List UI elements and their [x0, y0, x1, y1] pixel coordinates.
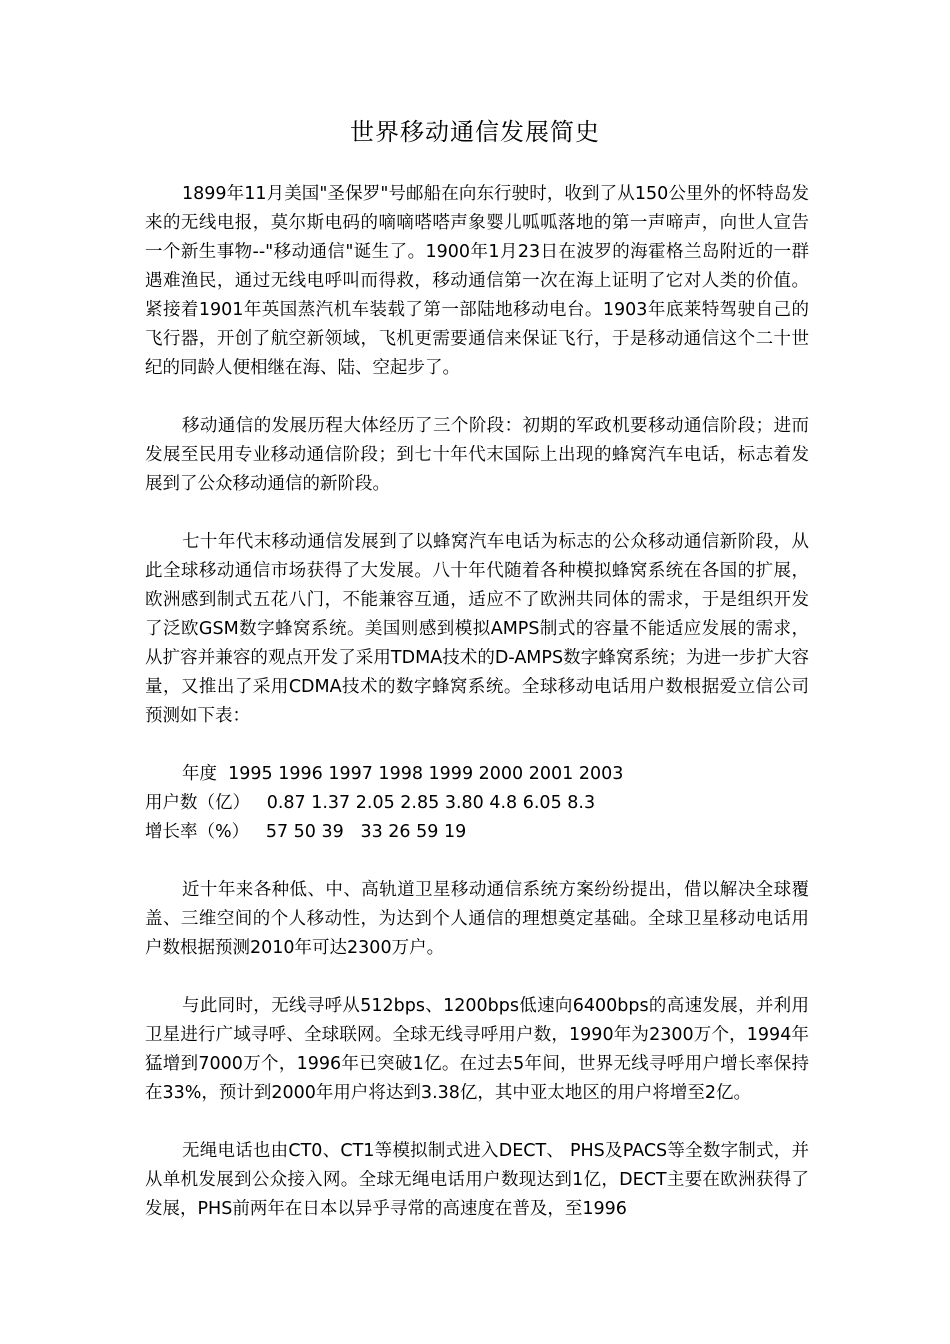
user-forecast-table	[145, 760, 809, 847]
table-row-users	[145, 789, 809, 818]
paragraph-2: 移动通信的发展历程大体经历了三个阶段：初期的军政机要移动通信阶段；进而发展至民用专业移动通信阶段；到七十年代末国际上出现的蜂窝汽车电话，标志着发展到了公众移动通信的新阶段。	[145, 416, 809, 494]
paragraph-6: 无绳电话也由CT0、CT1等模拟制式进入DECT、 PHS及PACS等全数字制式，并从单机发展到公众接入网。全球无绳电话用户数现达到1亿，DECT主要在欧洲获得了发展，PHS前两年在日本以异乎寻常的高速度在普及，至1996	[145, 1141, 809, 1219]
year-values: 1995 1996 1997 1998 1999 2000 2001 2003	[228, 764, 624, 784]
table-row-years	[145, 760, 809, 789]
growth-label: 增长率（%）	[145, 822, 250, 842]
growth-values: 57 50 39 33 26 59 19	[265, 822, 467, 842]
table-row-growth	[145, 818, 809, 847]
document-body	[145, 180, 809, 1224]
users-values: 0.87 1.37 2.05 2.85 3.80 4.8 6.05 8.3	[266, 793, 596, 813]
paragraph-1: 1899年11月美国"圣保罗"号邮船在向东行驶时，收到了从150公里外的怀特岛发来的无线电报，莫尔斯电码的嘀嘀嗒嗒声象婴儿呱呱落地的第一声啼声，向世人宣告一个新生事物--"移动通信"诞生了。1900年1月23日在波罗的海霍格兰岛附近的一群遇难渔民，通过无线电呼叫而得救，移动通信第一次在海上证明了它对人类的价值。紧接着1901年英国蒸汽机车装载了第一部陆地移动电台。1903年底莱特驾驶自己的飞行器，开创了航空新领域，飞机更需要通信来保证飞行，于是移动通信这个二十世纪的同龄人便相继在海、陆、空起步了。	[145, 184, 809, 378]
paragraph-3: 七十年代末移动通信发展到了以蜂窝汽车电话为标志的公众移动通信新阶段，从此全球移动通信市场获得了大发展。八十年代随着各种模拟蜂窝系统在各国的扩展，欧洲感到制式五花八门，不能兼容互通，适应不了欧洲共同体的需求，于是组织开发了泛欧GSM数字蜂窝系统。美国则感到模拟AMPS制式的容量不能适应发展的需求，从扩容并兼容的观点开发了采用TDMA技术的D-AMPS数字蜂窝系统；为进一步扩大容量，又推出了采用CDMA技术的数字蜂窝系统。全球移动电话用户数根据爱立信公司预测如下表：	[145, 532, 809, 726]
document-title: 世界移动通信发展简史	[350, 118, 600, 146]
paragraph-5: 与此同时，无线寻呼从512bps、1200bps低速向6400bps的高速发展，并利用卫星进行广域寻呼、全球联网。全球无线寻呼用户数，1990年为2300万个，1994年猛增到7000万个，1996年已突破1亿。在过去5年间，世界无线寻呼用户增长率保持在33%，预计到2000年用户将达到3.38亿，其中亚太地区的用户将增至2亿。	[145, 996, 809, 1103]
users-label: 用户数（亿）	[145, 793, 250, 813]
paragraph-4: 近十年来各种低、中、高轨道卫星移动通信系统方案纷纷提出，借以解决全球覆盖、三维空间的个人移动性，为达到个人通信的理想奠定基础。全球卫星移动电话用户数根据预测2010年可达2300万户。	[145, 880, 809, 958]
year-label: 年度	[182, 764, 217, 784]
